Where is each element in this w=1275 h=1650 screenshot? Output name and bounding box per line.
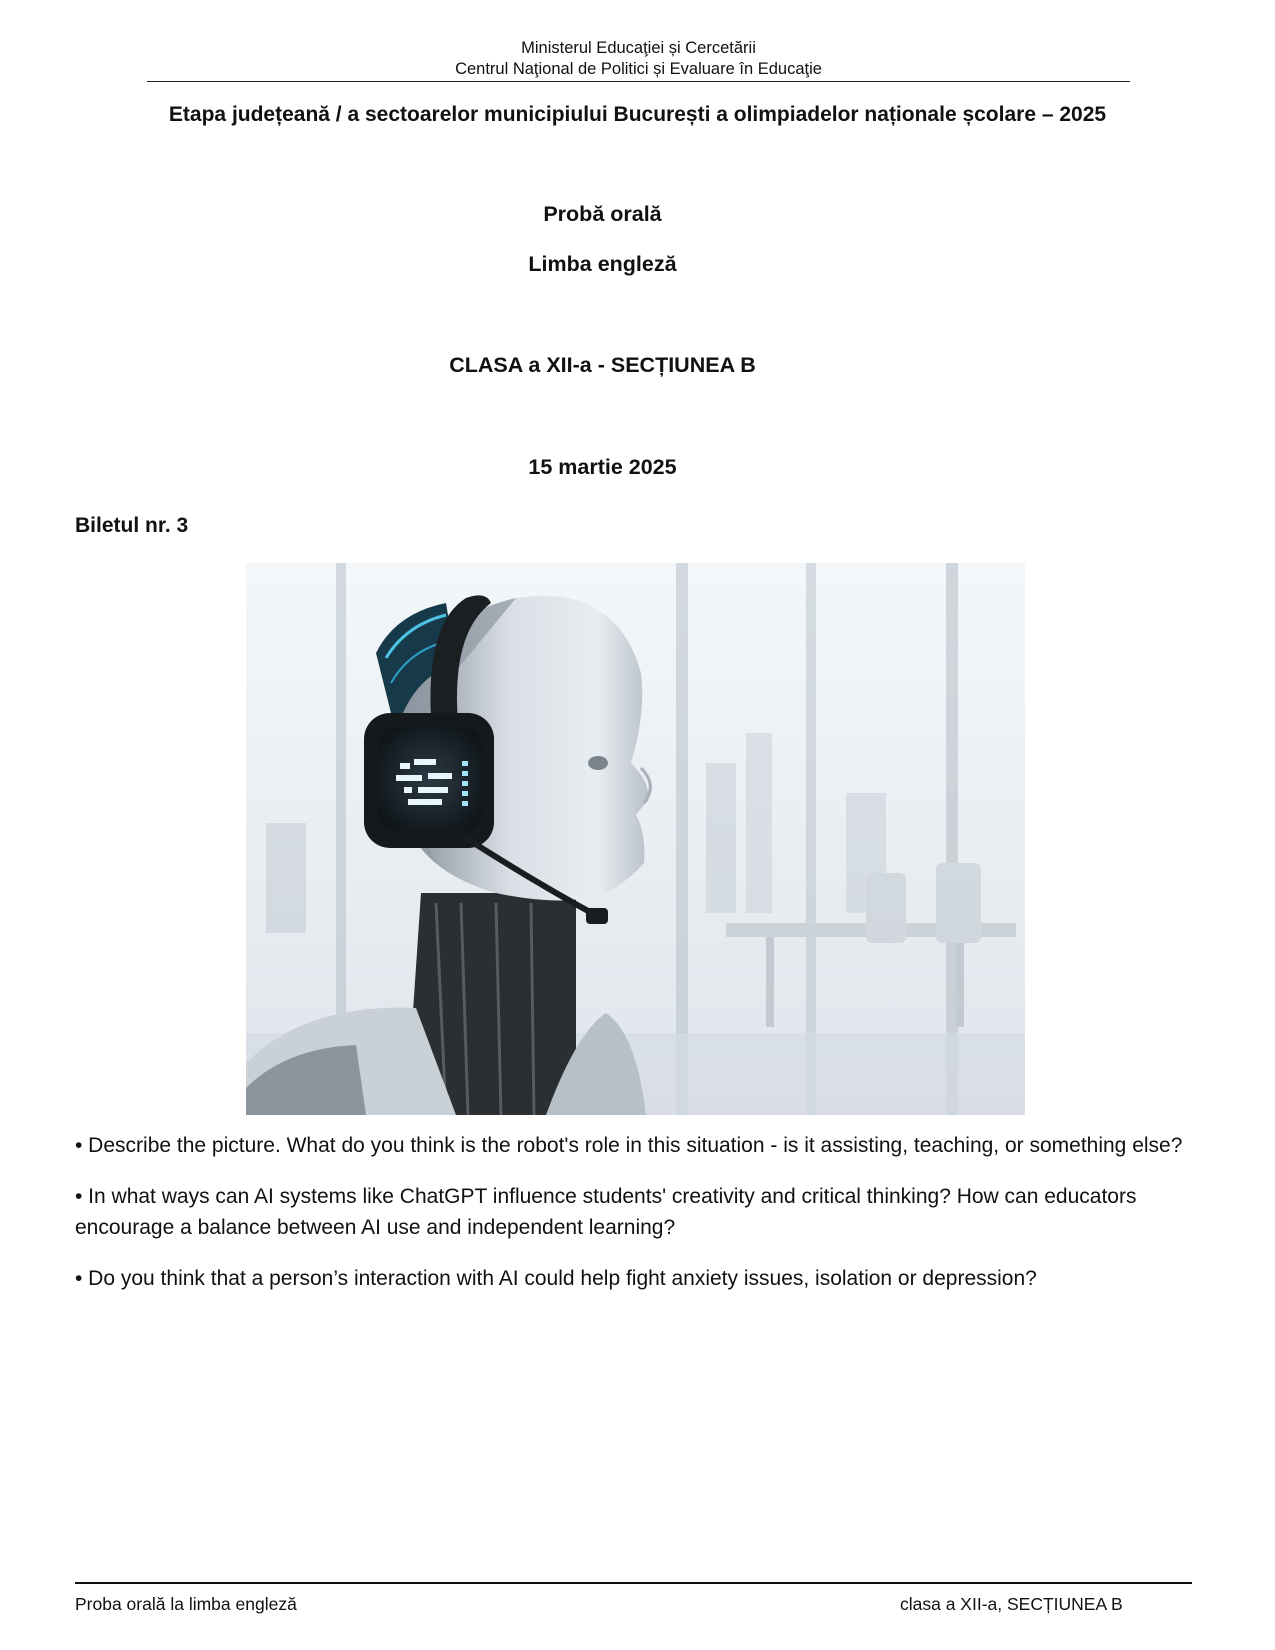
ministry-name: Ministerul Educaţiei și Cercetării [521, 39, 756, 57]
ticket-number: Biletul nr. 3 [75, 514, 189, 537]
robot-photo [246, 563, 1025, 1115]
question-3: • Do you think that a person’s interaction with AI could help fight anxiety issues, isolation or depression? [75, 1267, 1037, 1290]
footer-divider [75, 1582, 1192, 1584]
questions-list [75, 1130, 1185, 1314]
class-section: CLASA a XII-a - SECȚIUNEA B [449, 353, 756, 377]
exam-date: 15 martie 2025 [528, 455, 677, 479]
page-header [147, 38, 1130, 82]
footer-class: clasa a XII-a, SECȚIUNEA B [900, 1594, 1123, 1614]
subject: Limba engleză [528, 252, 677, 276]
exam-type: Probă orală [543, 202, 662, 226]
document-title: Etapa județeană / a sectoarelor municipiului București a olimpiadelor naționale școlare – 2025 [168, 103, 1107, 126]
center-name: Centrul Naţional de Politici și Evaluare în Educaţie [455, 60, 822, 78]
question-1: • Describe the picture. What do you think is the robot's role in this situation - is it assisting, teaching, or something else? [75, 1134, 1183, 1157]
footer-exam-name: Proba orală la limba engleză [75, 1594, 297, 1614]
question-2: • In what ways can AI systems like ChatGPT influence students' creativity and critical thinking? How can educators encourage a balance between AI use and independent learning? [75, 1185, 1137, 1239]
robot-illustration [246, 563, 1025, 1115]
